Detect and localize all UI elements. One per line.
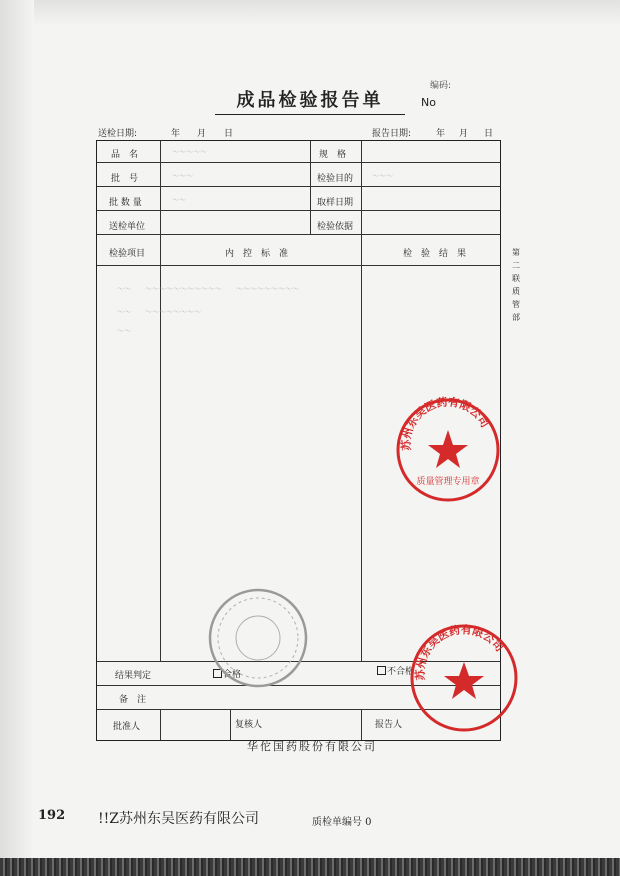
reporter-label: 报告人 [375, 720, 403, 730]
footer-company: !!Z苏州东吴医药有限公司 [98, 811, 259, 827]
scan-edge-left [0, 0, 34, 876]
col-divider [361, 709, 362, 740]
result-column-header: 检 验 结 果 [403, 249, 467, 259]
issuing-company: 华佗国药股份有限公司 [247, 740, 377, 753]
submit-year: 年 [171, 129, 181, 139]
row-divider [97, 162, 500, 163]
faint-trace: ～～～～～ [172, 148, 207, 156]
row-divider [97, 234, 500, 235]
report-month: 月 [459, 129, 469, 139]
remark-label: 备 注 [119, 695, 147, 705]
col-divider [361, 141, 362, 661]
faint-trace: ～～ [117, 327, 131, 335]
fail-checkbox-label: 不合格 [387, 667, 415, 677]
report-day: 日 [484, 129, 494, 139]
serial-no-mark: No [421, 96, 436, 109]
standard-column-header: 内 控 标 准 [225, 249, 289, 259]
purpose-label: 检验目的 [317, 174, 354, 184]
side-char: 联 [512, 274, 520, 283]
submit-month: 月 [197, 129, 207, 139]
submit-unit-label: 送检单位 [109, 222, 146, 232]
col-divider [160, 709, 161, 740]
submit-date-label: 送检日期: [98, 129, 138, 139]
submit-day: 日 [224, 129, 234, 139]
side-char: 二 [512, 261, 520, 270]
seal-sub-text: 质量管理专用章 [416, 477, 480, 487]
col-divider [230, 709, 231, 740]
row-divider [97, 186, 500, 187]
conclusion-label: 结果判定 [115, 671, 152, 681]
seal-star-icon [444, 662, 484, 699]
batch-no-label: 批 号 [111, 174, 139, 184]
footer-form-no: 质检单编号 0 [312, 817, 372, 828]
pass-checkbox-label: 合格 [223, 670, 242, 680]
side-char: 管 [512, 300, 520, 309]
col-divider [160, 141, 161, 661]
copy-side-note [510, 246, 522, 324]
faint-trace: ～～ [172, 196, 186, 204]
col-divider [310, 141, 311, 234]
number-label: 编码: [430, 81, 452, 91]
row-divider [97, 210, 500, 211]
item-column-header: 检验项目 [109, 249, 146, 259]
row-divider [97, 265, 500, 266]
faint-round-stamp [206, 586, 310, 690]
company-seal-red [408, 622, 520, 734]
seal-arc-text: 苏州东吴医药有限公司 [399, 396, 492, 451]
seal-arc-text: 苏州东吴医药有限公司 [413, 623, 507, 681]
faint-trace: ～～ ～～～～～～～～～～～ ～～～～～～～～～ [117, 285, 299, 293]
checkbox-box [377, 666, 386, 675]
batch-qty-label: 批 数 量 [109, 198, 142, 208]
sample-date-label: 取样日期 [317, 198, 354, 208]
faint-trace: ～～～ [172, 172, 193, 180]
basis-label: 检验依据 [317, 222, 354, 232]
side-char: 质 [512, 287, 520, 296]
faint-trace: ～～～ [372, 172, 393, 180]
scan-edge-top [0, 0, 620, 26]
scan-edge-bottom [0, 858, 620, 876]
page-number: 192 [38, 808, 66, 823]
report-date-label: 报告日期: [372, 129, 412, 139]
spec-label: 规 格 [319, 150, 347, 160]
side-char: 第 [512, 248, 520, 257]
product-name-label: 品 名 [111, 150, 139, 160]
page-title: 成品检验报告单 [215, 88, 405, 115]
seal-star-icon [428, 430, 468, 468]
quality-seal-red [394, 396, 502, 504]
report-year: 年 [436, 129, 446, 139]
side-char: 部 [512, 313, 520, 322]
faint-trace: ～～ ～～～～～～～～ [117, 308, 201, 316]
approver-label: 批准人 [113, 722, 141, 732]
reviewer-label: 复核人 [235, 720, 263, 730]
